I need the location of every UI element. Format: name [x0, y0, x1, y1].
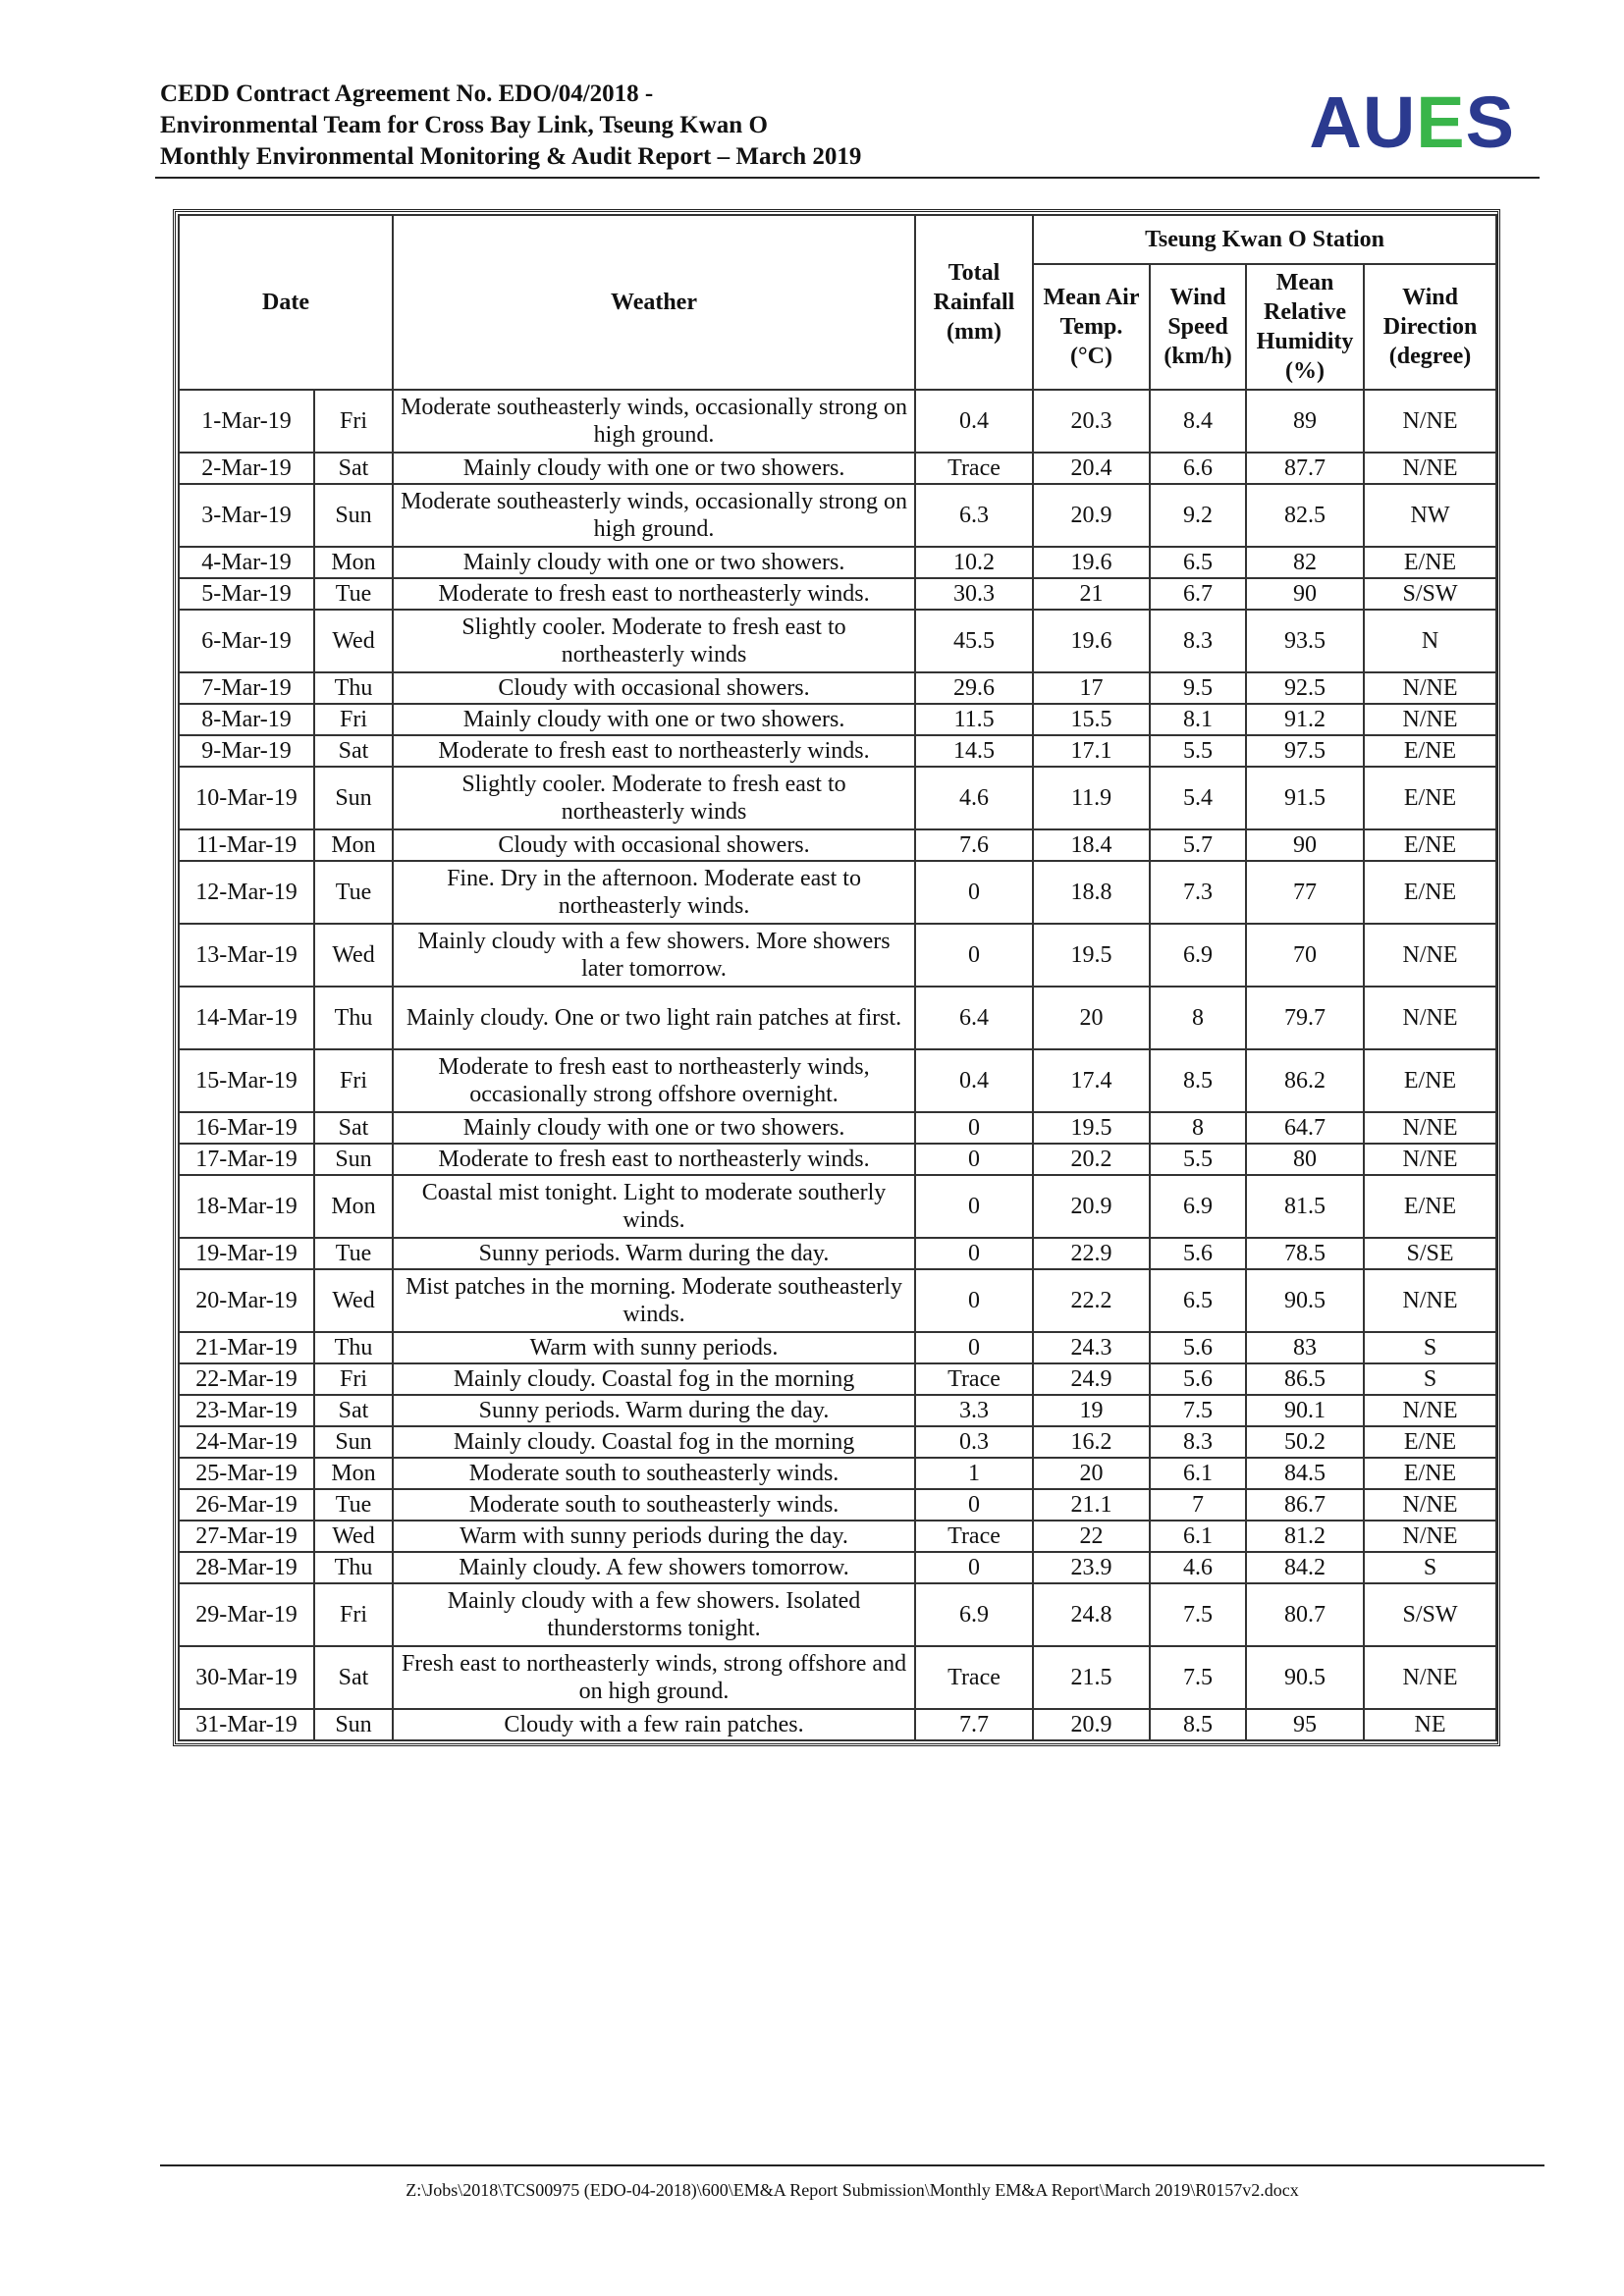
table-row — [179, 1238, 1496, 1269]
day-cell: Fri — [314, 1363, 393, 1395]
day-cell: Fri — [314, 1049, 393, 1112]
table-row — [179, 1552, 1496, 1583]
wind-speed-cell: 6.1 — [1150, 1458, 1246, 1489]
wind-direction-cell: S — [1364, 1552, 1496, 1583]
date-cell: 18-Mar-19 — [179, 1175, 314, 1238]
temp-cell: 20.9 — [1033, 1709, 1150, 1740]
header-temp: Mean Air Temp. (°C) — [1033, 264, 1150, 390]
wind-speed-cell: 6.1 — [1150, 1521, 1246, 1552]
humidity-cell: 79.7 — [1246, 987, 1364, 1049]
wind-speed-cell: 8.5 — [1150, 1709, 1246, 1740]
table-row — [179, 578, 1496, 610]
header-station: Tseung Kwan O Station — [1033, 215, 1496, 264]
wind-direction-cell: N/NE — [1364, 1646, 1496, 1709]
wind-speed-cell: 5.5 — [1150, 1144, 1246, 1175]
wind-direction-cell: N/NE — [1364, 924, 1496, 987]
table-body — [179, 390, 1496, 1740]
rainfall-cell: 0 — [915, 1112, 1033, 1144]
weather-cell: Mainly cloudy. One or two light rain patches at first. — [393, 987, 915, 1049]
temp-cell: 22 — [1033, 1521, 1150, 1552]
date-cell: 5-Mar-19 — [179, 578, 314, 610]
temp-cell: 21.1 — [1033, 1489, 1150, 1521]
humidity-cell: 92.5 — [1246, 672, 1364, 704]
date-cell: 16-Mar-19 — [179, 1112, 314, 1144]
weather-cell: Moderate to fresh east to northeasterly winds, occasionally strong offshore overnight. — [393, 1049, 915, 1112]
table-row — [179, 1175, 1496, 1238]
table-row — [179, 1489, 1496, 1521]
day-cell: Wed — [314, 1521, 393, 1552]
humidity-cell: 91.2 — [1246, 704, 1364, 735]
wind-direction-cell: N/NE — [1364, 1144, 1496, 1175]
wind-speed-cell: 7.5 — [1150, 1583, 1246, 1646]
wind-speed-cell: 5.6 — [1150, 1332, 1246, 1363]
wind-direction-cell: N — [1364, 610, 1496, 672]
weather-cell: Cloudy with a few rain patches. — [393, 1709, 915, 1740]
day-cell: Thu — [314, 1332, 393, 1363]
wind-direction-cell: S — [1364, 1363, 1496, 1395]
temp-cell: 17 — [1033, 672, 1150, 704]
wind-speed-cell: 4.6 — [1150, 1552, 1246, 1583]
wind-direction-cell: N/NE — [1364, 1112, 1496, 1144]
weather-cell: Coastal mist tonight. Light to moderate southerly winds. — [393, 1175, 915, 1238]
wind-speed-cell: 5.5 — [1150, 735, 1246, 767]
day-cell: Wed — [314, 1269, 393, 1332]
date-cell: 1-Mar-19 — [179, 390, 314, 453]
table-row — [179, 610, 1496, 672]
humidity-cell: 83 — [1246, 1332, 1364, 1363]
rainfall-cell: 0 — [915, 861, 1033, 924]
day-cell: Fri — [314, 390, 393, 453]
temp-cell: 21 — [1033, 578, 1150, 610]
rainfall-cell: 45.5 — [915, 610, 1033, 672]
wind-direction-cell: NW — [1364, 484, 1496, 547]
humidity-cell: 86.7 — [1246, 1489, 1364, 1521]
day-cell: Sat — [314, 1112, 393, 1144]
day-cell: Thu — [314, 672, 393, 704]
rainfall-cell: 0.4 — [915, 390, 1033, 453]
rainfall-cell: 3.3 — [915, 1395, 1033, 1426]
humidity-cell: 86.2 — [1246, 1049, 1364, 1112]
date-cell: 13-Mar-19 — [179, 924, 314, 987]
temp-cell: 19.5 — [1033, 924, 1150, 987]
humidity-cell: 90.1 — [1246, 1395, 1364, 1426]
temp-cell: 19 — [1033, 1395, 1150, 1426]
wind-speed-cell: 6.6 — [1150, 453, 1246, 484]
wind-speed-cell: 9.2 — [1150, 484, 1246, 547]
table-row — [179, 704, 1496, 735]
rainfall-cell: Trace — [915, 1363, 1033, 1395]
humidity-cell: 82 — [1246, 547, 1364, 578]
day-cell: Mon — [314, 1175, 393, 1238]
header-date: Date — [179, 215, 393, 390]
wind-speed-cell: 6.5 — [1150, 547, 1246, 578]
wind-speed-cell: 7 — [1150, 1489, 1246, 1521]
temp-cell: 20.3 — [1033, 390, 1150, 453]
header-line-1: CEDD Contract Agreement No. EDO/04/2018 - — [160, 80, 654, 107]
wind-speed-cell: 6.9 — [1150, 1175, 1246, 1238]
wind-direction-cell: S/SW — [1364, 1583, 1496, 1646]
weather-cell: Mainly cloudy with one or two showers. — [393, 547, 915, 578]
table-row — [179, 735, 1496, 767]
table-row — [179, 1458, 1496, 1489]
date-cell: 24-Mar-19 — [179, 1426, 314, 1458]
weather-cell: Mainly cloudy with a few showers. More showers later tomorrow. — [393, 924, 915, 987]
weather-cell: Mainly cloudy with one or two showers. — [393, 704, 915, 735]
rainfall-cell: Trace — [915, 1646, 1033, 1709]
date-cell: 12-Mar-19 — [179, 861, 314, 924]
weather-cell: Cloudy with occasional showers. — [393, 672, 915, 704]
day-cell: Sat — [314, 735, 393, 767]
wind-speed-cell: 5.7 — [1150, 829, 1246, 861]
temp-cell: 17.4 — [1033, 1049, 1150, 1112]
rainfall-cell: Trace — [915, 453, 1033, 484]
rainfall-cell: 30.3 — [915, 578, 1033, 610]
wind-direction-cell: E/NE — [1364, 829, 1496, 861]
weather-cell: Mainly cloudy with one or two showers. — [393, 453, 915, 484]
date-cell: 6-Mar-19 — [179, 610, 314, 672]
header-wind-direction: Wind Direction (degree) — [1364, 264, 1496, 390]
rainfall-cell: 0.3 — [915, 1426, 1033, 1458]
wind-direction-cell: N/NE — [1364, 390, 1496, 453]
temp-cell: 19.6 — [1033, 610, 1150, 672]
temp-cell: 20 — [1033, 987, 1150, 1049]
humidity-cell: 90.5 — [1246, 1269, 1364, 1332]
table-row — [179, 547, 1496, 578]
document-footer — [160, 2164, 1544, 2201]
day-cell: Sun — [314, 1144, 393, 1175]
humidity-cell: 90.5 — [1246, 1646, 1364, 1709]
day-cell: Thu — [314, 1552, 393, 1583]
table-row — [179, 1112, 1496, 1144]
table-row — [179, 1646, 1496, 1709]
header-humidity: Mean Relative Humidity (%) — [1246, 264, 1364, 390]
aues-logo: AUES — [1309, 81, 1515, 163]
table-row — [179, 1144, 1496, 1175]
weather-cell: Moderate to fresh east to northeasterly winds. — [393, 735, 915, 767]
day-cell: Tue — [314, 1238, 393, 1269]
weather-table-frame — [173, 209, 1500, 1746]
temp-cell: 20.2 — [1033, 1144, 1150, 1175]
weather-cell: Sunny periods. Warm during the day. — [393, 1395, 915, 1426]
humidity-cell: 84.2 — [1246, 1552, 1364, 1583]
table-row — [179, 453, 1496, 484]
date-cell: 20-Mar-19 — [179, 1269, 314, 1332]
weather-cell: Warm with sunny periods during the day. — [393, 1521, 915, 1552]
weather-cell: Fine. Dry in the afternoon. Moderate east to northeasterly winds. — [393, 861, 915, 924]
temp-cell: 19.6 — [1033, 547, 1150, 578]
wind-direction-cell: E/NE — [1364, 767, 1496, 829]
temp-cell: 16.2 — [1033, 1426, 1150, 1458]
humidity-cell: 80.7 — [1246, 1583, 1364, 1646]
humidity-cell: 77 — [1246, 861, 1364, 924]
rainfall-cell: 11.5 — [915, 704, 1033, 735]
date-cell: 28-Mar-19 — [179, 1552, 314, 1583]
wind-speed-cell: 5.6 — [1150, 1238, 1246, 1269]
date-cell: 14-Mar-19 — [179, 987, 314, 1049]
rainfall-cell: 1 — [915, 1458, 1033, 1489]
table-row — [179, 861, 1496, 924]
wind-direction-cell: N/NE — [1364, 1521, 1496, 1552]
humidity-cell: 89 — [1246, 390, 1364, 453]
rainfall-cell: 0 — [915, 1552, 1033, 1583]
humidity-cell: 86.5 — [1246, 1363, 1364, 1395]
humidity-cell: 70 — [1246, 924, 1364, 987]
weather-cell: Moderate to fresh east to northeasterly winds. — [393, 578, 915, 610]
humidity-cell: 97.5 — [1246, 735, 1364, 767]
date-cell: 10-Mar-19 — [179, 767, 314, 829]
wind-direction-cell: E/NE — [1364, 1426, 1496, 1458]
wind-direction-cell: S/SW — [1364, 578, 1496, 610]
wind-direction-cell: S/SE — [1364, 1238, 1496, 1269]
rainfall-cell: 6.9 — [915, 1583, 1033, 1646]
weather-cell: Mainly cloudy with one or two showers. — [393, 1112, 915, 1144]
wind-direction-cell: N/NE — [1364, 1395, 1496, 1426]
weather-cell: Mainly cloudy. Coastal fog in the morning — [393, 1426, 915, 1458]
table-row — [179, 1269, 1496, 1332]
weather-cell: Mainly cloudy with a few showers. Isolated thunderstorms tonight. — [393, 1583, 915, 1646]
wind-speed-cell: 5.6 — [1150, 1363, 1246, 1395]
humidity-cell: 81.2 — [1246, 1521, 1364, 1552]
temp-cell: 20.9 — [1033, 1175, 1150, 1238]
weather-cell: Mainly cloudy. A few showers tomorrow. — [393, 1552, 915, 1583]
day-cell: Wed — [314, 610, 393, 672]
humidity-cell: 87.7 — [1246, 453, 1364, 484]
document-header — [160, 79, 1535, 173]
temp-cell: 19.5 — [1033, 1112, 1150, 1144]
table-row — [179, 1426, 1496, 1458]
temp-cell: 18.4 — [1033, 829, 1150, 861]
day-cell: Wed — [314, 924, 393, 987]
wind-speed-cell: 7.5 — [1150, 1646, 1246, 1709]
weather-cell: Cloudy with occasional showers. — [393, 829, 915, 861]
wind-speed-cell: 9.5 — [1150, 672, 1246, 704]
day-cell: Thu — [314, 987, 393, 1049]
temp-cell: 11.9 — [1033, 767, 1150, 829]
wind-direction-cell: E/NE — [1364, 1049, 1496, 1112]
humidity-cell: 82.5 — [1246, 484, 1364, 547]
table-row — [179, 767, 1496, 829]
humidity-cell: 93.5 — [1246, 610, 1364, 672]
wind-direction-cell: N/NE — [1364, 1269, 1496, 1332]
table-row — [179, 390, 1496, 453]
weather-cell: Slightly cooler. Moderate to fresh east to northeasterly winds — [393, 610, 915, 672]
humidity-cell: 84.5 — [1246, 1458, 1364, 1489]
date-cell: 23-Mar-19 — [179, 1395, 314, 1426]
table-row — [179, 484, 1496, 547]
table-row — [179, 1583, 1496, 1646]
rainfall-cell: 29.6 — [915, 672, 1033, 704]
day-cell: Sun — [314, 767, 393, 829]
wind-speed-cell: 8.3 — [1150, 610, 1246, 672]
table-row — [179, 924, 1496, 987]
rainfall-cell: Trace — [915, 1521, 1033, 1552]
rainfall-cell: 0 — [915, 924, 1033, 987]
footer-rule — [160, 2164, 1544, 2166]
temp-cell: 22.9 — [1033, 1238, 1150, 1269]
temp-cell: 15.5 — [1033, 704, 1150, 735]
wind-direction-cell: NE — [1364, 1709, 1496, 1740]
date-cell: 8-Mar-19 — [179, 704, 314, 735]
date-cell: 9-Mar-19 — [179, 735, 314, 767]
rainfall-cell: 6.3 — [915, 484, 1033, 547]
day-cell: Mon — [314, 1458, 393, 1489]
temp-cell: 21.5 — [1033, 1646, 1150, 1709]
rainfall-cell: 0 — [915, 1489, 1033, 1521]
weather-cell: Sunny periods. Warm during the day. — [393, 1238, 915, 1269]
date-cell: 19-Mar-19 — [179, 1238, 314, 1269]
date-cell: 25-Mar-19 — [179, 1458, 314, 1489]
wind-direction-cell: E/NE — [1364, 735, 1496, 767]
table-row — [179, 987, 1496, 1049]
rainfall-cell: 0 — [915, 1238, 1033, 1269]
weather-cell: Moderate to fresh east to northeasterly winds. — [393, 1144, 915, 1175]
header-line-3: Monthly Environmental Monitoring & Audit Report – March 2019 — [160, 143, 862, 170]
wind-direction-cell: N/NE — [1364, 1489, 1496, 1521]
table-row — [179, 1363, 1496, 1395]
header-rainfall: Total Rainfall (mm) — [915, 215, 1033, 390]
wind-direction-cell: E/NE — [1364, 1175, 1496, 1238]
rainfall-cell: 0 — [915, 1175, 1033, 1238]
weather-cell: Moderate south to southeasterly winds. — [393, 1458, 915, 1489]
day-cell: Mon — [314, 829, 393, 861]
weather-cell: Moderate southeasterly winds, occasionally strong on high ground. — [393, 390, 915, 453]
date-cell: 27-Mar-19 — [179, 1521, 314, 1552]
weather-cell: Moderate south to southeasterly winds. — [393, 1489, 915, 1521]
header-rule — [155, 177, 1540, 179]
weather-cell: Fresh east to northeasterly winds, strong offshore and on high ground. — [393, 1646, 915, 1709]
table-row — [179, 1049, 1496, 1112]
wind-direction-cell: E/NE — [1364, 861, 1496, 924]
humidity-cell: 90 — [1246, 829, 1364, 861]
weather-cell: Mist patches in the morning. Moderate southeasterly winds. — [393, 1269, 915, 1332]
weather-cell: Mainly cloudy. Coastal fog in the morning — [393, 1363, 915, 1395]
temp-cell: 24.3 — [1033, 1332, 1150, 1363]
day-cell: Tue — [314, 1489, 393, 1521]
date-cell: 11-Mar-19 — [179, 829, 314, 861]
rainfall-cell: 0 — [915, 1332, 1033, 1363]
date-cell: 17-Mar-19 — [179, 1144, 314, 1175]
date-cell: 15-Mar-19 — [179, 1049, 314, 1112]
wind-direction-cell: E/NE — [1364, 547, 1496, 578]
header-wind-speed: Wind Speed (km/h) — [1150, 264, 1246, 390]
table-row — [179, 1521, 1496, 1552]
day-cell: Mon — [314, 547, 393, 578]
wind-speed-cell: 7.5 — [1150, 1395, 1246, 1426]
weather-cell: Warm with sunny periods. — [393, 1332, 915, 1363]
table-row — [179, 829, 1496, 861]
wind-speed-cell: 8 — [1150, 1112, 1246, 1144]
date-cell: 3-Mar-19 — [179, 484, 314, 547]
day-cell: Sun — [314, 1426, 393, 1458]
table-row — [179, 1395, 1496, 1426]
wind-speed-cell: 7.3 — [1150, 861, 1246, 924]
wind-speed-cell: 6.9 — [1150, 924, 1246, 987]
date-cell: 21-Mar-19 — [179, 1332, 314, 1363]
day-cell: Tue — [314, 861, 393, 924]
temp-cell: 23.9 — [1033, 1552, 1150, 1583]
humidity-cell: 95 — [1246, 1709, 1364, 1740]
header-line-2: Environmental Team for Cross Bay Link, Tseung Kwan O — [160, 112, 768, 138]
wind-direction-cell: N/NE — [1364, 453, 1496, 484]
date-cell: 7-Mar-19 — [179, 672, 314, 704]
day-cell: Sat — [314, 1646, 393, 1709]
header-weather: Weather — [393, 215, 915, 390]
rainfall-cell: 7.7 — [915, 1709, 1033, 1740]
temp-cell: 20.4 — [1033, 453, 1150, 484]
file-path: Z:\Jobs\2018\TCS00975 (EDO-04-2018)\600\EM&A Report Submission\Monthly EM&A Report\March 2019\R0157v2.docx — [406, 2180, 1299, 2200]
wind-speed-cell: 6.5 — [1150, 1269, 1246, 1332]
rainfall-cell: 0 — [915, 1144, 1033, 1175]
day-cell: Tue — [314, 578, 393, 610]
humidity-cell: 50.2 — [1246, 1426, 1364, 1458]
table-row — [179, 672, 1496, 704]
temp-cell: 24.9 — [1033, 1363, 1150, 1395]
date-cell: 30-Mar-19 — [179, 1646, 314, 1709]
humidity-cell: 80 — [1246, 1144, 1364, 1175]
wind-direction-cell: S — [1364, 1332, 1496, 1363]
wind-speed-cell: 8.5 — [1150, 1049, 1246, 1112]
day-cell: Sat — [314, 453, 393, 484]
table-row — [179, 1709, 1496, 1740]
date-cell: 31-Mar-19 — [179, 1709, 314, 1740]
wind-speed-cell: 8 — [1150, 987, 1246, 1049]
rainfall-cell: 14.5 — [915, 735, 1033, 767]
weather-table — [178, 214, 1497, 1741]
wind-direction-cell: N/NE — [1364, 704, 1496, 735]
rainfall-cell: 0 — [915, 1269, 1033, 1332]
temp-cell: 20 — [1033, 1458, 1150, 1489]
day-cell: Sat — [314, 1395, 393, 1426]
humidity-cell: 64.7 — [1246, 1112, 1364, 1144]
day-cell: Sun — [314, 484, 393, 547]
wind-direction-cell: N/NE — [1364, 987, 1496, 1049]
rainfall-cell: 4.6 — [915, 767, 1033, 829]
date-cell: 29-Mar-19 — [179, 1583, 314, 1646]
temp-cell: 24.8 — [1033, 1583, 1150, 1646]
weather-cell: Slightly cooler. Moderate to fresh east to northeasterly winds — [393, 767, 915, 829]
weather-cell: Moderate southeasterly winds, occasionally strong on high ground. — [393, 484, 915, 547]
temp-cell: 20.9 — [1033, 484, 1150, 547]
wind-speed-cell: 6.7 — [1150, 578, 1246, 610]
table-row — [179, 1332, 1496, 1363]
wind-speed-cell: 8.1 — [1150, 704, 1246, 735]
humidity-cell: 90 — [1246, 578, 1364, 610]
wind-speed-cell: 8.3 — [1150, 1426, 1246, 1458]
day-cell: Sun — [314, 1709, 393, 1740]
humidity-cell: 78.5 — [1246, 1238, 1364, 1269]
wind-speed-cell: 5.4 — [1150, 767, 1246, 829]
temp-cell: 18.8 — [1033, 861, 1150, 924]
wind-speed-cell: 8.4 — [1150, 390, 1246, 453]
temp-cell: 22.2 — [1033, 1269, 1150, 1332]
humidity-cell: 91.5 — [1246, 767, 1364, 829]
rainfall-cell: 6.4 — [915, 987, 1033, 1049]
day-cell: Fri — [314, 1583, 393, 1646]
rainfall-cell: 0.4 — [915, 1049, 1033, 1112]
date-cell: 4-Mar-19 — [179, 547, 314, 578]
rainfall-cell: 7.6 — [915, 829, 1033, 861]
humidity-cell: 81.5 — [1246, 1175, 1364, 1238]
wind-direction-cell: E/NE — [1364, 1458, 1496, 1489]
rainfall-cell: 10.2 — [915, 547, 1033, 578]
wind-direction-cell: N/NE — [1364, 672, 1496, 704]
date-cell: 22-Mar-19 — [179, 1363, 314, 1395]
day-cell: Fri — [314, 704, 393, 735]
temp-cell: 17.1 — [1033, 735, 1150, 767]
date-cell: 26-Mar-19 — [179, 1489, 314, 1521]
date-cell: 2-Mar-19 — [179, 453, 314, 484]
